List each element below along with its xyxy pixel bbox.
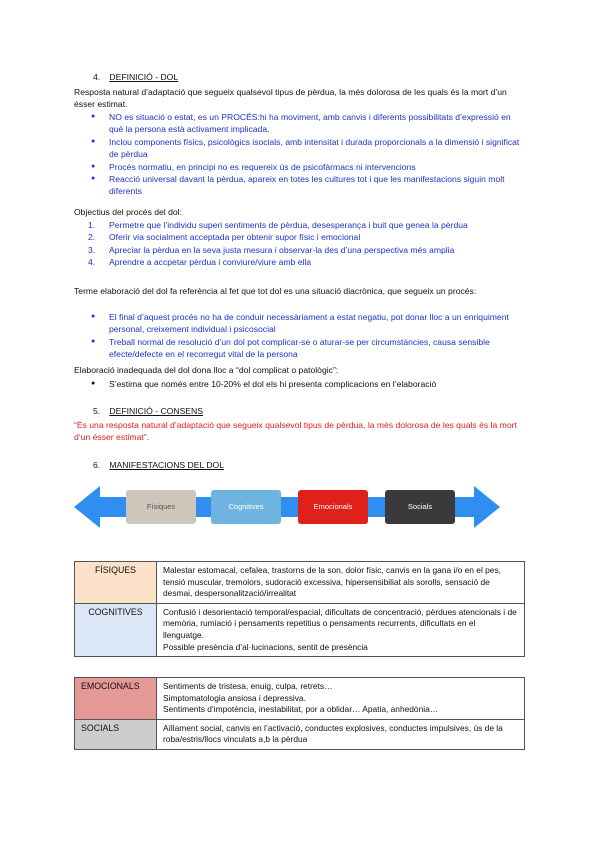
section-6-heading: 6. MANIFESTACIONS DEL DOL xyxy=(93,460,224,470)
manifestations-diagram xyxy=(74,474,500,540)
list-item: 1. Permetre que l’individu superi sentiments de pèrdua, desesperança i buit que genea la pèrdua xyxy=(88,220,468,230)
section-4-title: DEFINICIÓ - DOL xyxy=(109,72,179,82)
list-item: ● Reacció universal davant la pèrdua, apareix en totes les cultures tot i que les manifestacions siguin molt diferents xyxy=(74,173,526,198)
cognitives-label: COGNITIVES xyxy=(75,603,157,656)
list-item: ● Procés normatiu, en principi no es requereix ús de psicofàrmacs ni intervencions xyxy=(74,161,526,173)
section-4-heading: 4. DEFINICIÓ - DOL xyxy=(93,72,179,82)
diagram-box-cognitives: Cognitives xyxy=(211,490,281,524)
list-item: ● Treball normal de resolució d’un dol pot complicar-se o aturar-se per circumstàncies, causa sensible efecte/defecte en el recorregut vital de la persona xyxy=(74,336,526,361)
diagram-box-emocionals: Emocionals xyxy=(298,490,368,524)
emocionals-text: Sentiments de tristesa, enuig, culpa, retrets… Simptomatologia ansiosa i depressiva. Sentiments d’impotència, inestabilitat, por a oblidar… Apatia, anhedònia… xyxy=(157,678,525,720)
emocionals-label: EMOCIONALS xyxy=(75,678,157,720)
list-item: ● El final d’aquest procés no ha de conduir necessàriament a estat negatiu, pot donar lloc a un enriquiment personal, creixement individual i psicosocial xyxy=(74,311,526,336)
list-item: 3. Apreciar la pèrdua en la seva justa mesura i observar-la des d’una perspectiva més amplia xyxy=(88,244,455,255)
table-row xyxy=(75,562,525,604)
section-5-heading: 5. DEFINICIÓ - CONSENS xyxy=(93,406,203,416)
table-row xyxy=(75,719,525,749)
inadequate-bullet-list xyxy=(74,378,526,390)
fisiques-label: FÍSIQUES xyxy=(75,562,157,604)
consensus-quote: “És una resposta natural d’adaptació que segueix qualsevol tipus de pèrdua, la més dolorosa de les quals és la mort d’un ésser estimat”. xyxy=(74,420,517,443)
definition-bullet-list xyxy=(74,111,526,198)
cognitives-text: Confusió i desorientació temporal/espacial, dificultats de concentració, pèrdues atencionals i de memòria, rumiació i pensaments repetitius o pensaments recurrents, dificultats en el llenguatge. Possible presència d’al·lucinacions, sentit de presència xyxy=(157,603,525,656)
list-item: ● NO es situació o estat, es un PROCÉS:hi ha moviment, amb canvis i diferents possibilitats d’expressió en què la persona està activament implicada. xyxy=(74,111,526,136)
objectives-title: Objectius del procés del dol: xyxy=(74,207,182,217)
elaboration-bullet-list xyxy=(74,311,526,361)
objectives-list xyxy=(74,219,526,269)
section-6-title: MANIFESTACIONS DEL DOL xyxy=(109,460,224,470)
elaboration-text: Terme elaboració del dol fa referència al fet que tot dol es una situació diacrònica, que segueix un procés: xyxy=(74,286,477,296)
socials-text: Aïllament social, canvis en l’activació, conductes explosives, conductes impulsives, ús de la roba/estris/llocs vinculats a,b la pèrdua xyxy=(157,719,525,749)
section-4-intro: Resposta natural d’adaptació que segueix qualsevol tipus de pèrdua, la més dolorosa de les quals és la mort d’un ésser estimat. xyxy=(74,87,507,110)
inadequate-text: Elaboració inadequada del dol dona lloc a “dol complicat o patològic”: xyxy=(74,365,339,375)
section-5-title: DEFINICIÓ - CONSENS xyxy=(109,406,203,416)
manifestations-table-2 xyxy=(74,677,525,750)
manifestations-table-1 xyxy=(74,561,525,657)
list-item: 2. Oferir via socialment acceptada per obtenir supor físic i emocional xyxy=(88,232,361,243)
list-item: ● S’estima que només entre 10-20% el dol els hi presenta complicacions en l’elaboració xyxy=(74,378,526,390)
diagram-box-fisiques: Físiques xyxy=(126,490,196,524)
diagram-box-socials: Socials xyxy=(385,490,455,524)
fisiques-text: Malestar estomacal, cefalea, trastorns de la son, dolor físic, canvis en la gana i/o en el pes, tensió muscular, tremolors, sudoració excessiva, hipersensibiliat als sorolls, sensació de desmai, despersonalització/irrealitat xyxy=(157,562,525,604)
list-item: ● Inclou components físics, psicològics isocials, amb intensitat i durada proporcionals a la dimensió i significat de pèrdua xyxy=(74,136,526,161)
socials-label: SOCIALS xyxy=(75,719,157,749)
table-row xyxy=(75,678,525,720)
table-row xyxy=(75,603,525,656)
list-item: 4. Aprendre a accpetar pèrdua i conviure/viure amb ella xyxy=(88,257,312,268)
